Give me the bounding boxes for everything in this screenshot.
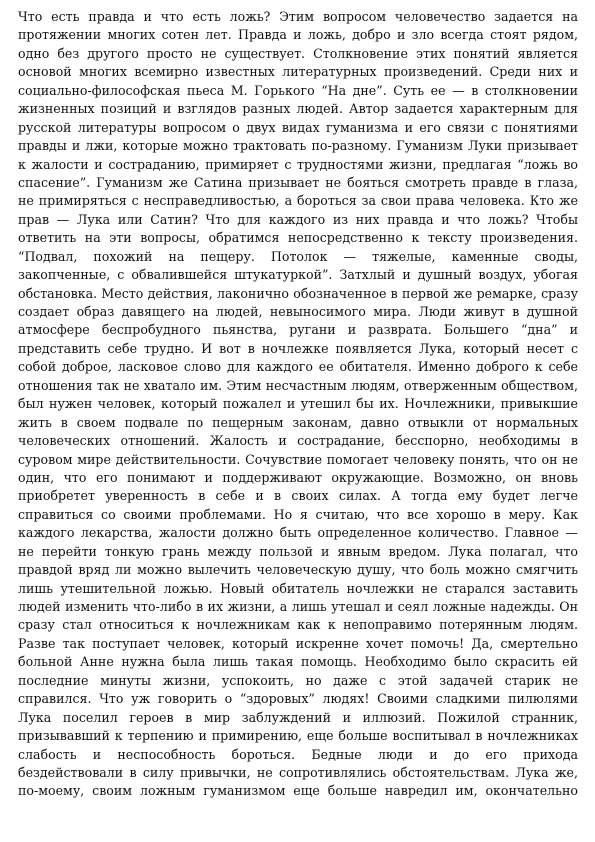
text-line: одно без другого просто не существует. Столкновение этих понятий является <box>18 45 578 61</box>
text-line: людей изменить что-либо в их жизни, а лишь утешал и сеял ложные надежды. Он <box>18 599 578 614</box>
text-line: основой многих всемирно известных литературных произведений. Среди них и <box>18 64 578 80</box>
text-line: справиться со своими проблемами. Но я считаю, что все хорошо в меру. Как <box>18 506 578 522</box>
text-line: ответить на эти вопросы, обратимся непосредственно к тексту произведения. <box>18 230 578 246</box>
text-line: лишь утешительной ложью. Новый обитатель ночлежки не старался заставить <box>18 580 578 596</box>
text-line: спасение”. Гуманизм же Сатина призывает не бояться смотреть правде в глаза, <box>18 174 578 190</box>
text-line: протяжении многих сотен лет. Правда и ложь, добро и зло всегда стоят рядом, <box>18 27 578 43</box>
text-line: создает образ давящего на людей, невыносимого мира. Люди живут в душной <box>18 304 578 319</box>
text-line: правдой вряд ли можно вылечить человеческую душу, что боль можно смягчить <box>18 562 578 578</box>
text-line: Что есть правда и что есть ложь? Этим вопросом человечество задается на <box>18 9 578 24</box>
text-line: обстановка. Место действия, лаконично обозначенное в первой же ремарке, сразу <box>18 285 578 301</box>
essay-text <box>18 8 578 801</box>
text-line: не перейти тонкую грань между пользой и явным вредом. Лука полагал, что <box>18 543 578 559</box>
text-line: призывавший к терпению и примирению, еще больше воспитывал в ночлежниках <box>18 728 578 744</box>
text-line: правды и лжи, которые можно трактовать по-разному. Гуманизм Луки призывает <box>18 138 578 154</box>
text-line: справился. Что уж говорить о “здоровых” людях! Своими сладкими пилюлями <box>18 691 578 707</box>
text-line: больной Анне нужна была лишь такая помощь. Необходимо было скрасить ей <box>18 654 578 670</box>
text-line: суровом мире действительности. Сочувствие помогает человеку понять, что он не <box>18 451 578 467</box>
text-line: атмосфере беспробудного пьянства, ругани и разврата. Большего “дна” и <box>18 322 578 338</box>
text-line: один, что его понимают и поддерживают окружающие. Возможно, он вновь <box>18 469 578 485</box>
text-line: был нужен человек, который пожалел и утешил бы их. Ночлежники, привыкшие <box>18 396 578 412</box>
text-line: человеческих отношений. Жалость и сострадание, бесспорно, необходимы в <box>18 433 578 449</box>
text-line: каждого лекарства, жалости должно быть определенное количество. Главное — <box>18 525 578 541</box>
text-line: русской литературы вопросом о двух видах гуманизма и его связи с понятиями <box>18 119 578 135</box>
text-line: приобретет уверенность в себе и в своих силах. А тогда ему будет легче <box>18 488 578 504</box>
text-line: не примиряться с несправедливостью, а бороться за свои права человека. Кто же <box>18 193 578 209</box>
text-line: жизненных позиций и взглядов разных людей. Автор задается характерным для <box>18 101 578 117</box>
text-line: последние минуты жизни, успокоить, но даже с этой задачей старик не <box>18 672 578 688</box>
text-line: сразу стал относиться к ночлежникам как к непоправимо потерянным людям. <box>18 617 578 633</box>
text-line: к жалости и состраданию, примиряет с трудностями жизни, предлагая “ложь во <box>18 156 578 172</box>
text-line: собой доброе, ласковое слово для каждого ее обитателя. Именно доброго к себе <box>18 359 578 375</box>
text-line: социально-философская пьеса М. Горького “На дне”. Суть ее — в столкновении <box>18 82 578 98</box>
text-line: бездействовали в силу привычки, не сопротивлялись обстоятельствам. Лука же, <box>18 764 578 780</box>
text-line: отношения так не хватало им. Этим несчастным людям, отверженным обществом, <box>18 377 578 393</box>
text-line: закопченные, с обвалившейся штукатуркой”. Затхлый и душный воздух, убогая <box>18 267 578 283</box>
text-line: слабость и неспособность бороться. Бедные люди и до его прихода <box>18 746 578 762</box>
text-line: прав — Лука или Сатин? Что для каждого из них правда и что ложь? Чтобы <box>18 211 578 227</box>
text-line: “Подвал, похожий на пещеру. Потолок — тяжелые, каменные своды, <box>18 248 578 264</box>
text-line: представить себе трудно. И вот в ночлежке появляется Лука, который несет с <box>18 340 578 356</box>
text-line: Разве так поступает человек, который искренне хочет помочь! Да, смертельно <box>18 635 578 651</box>
text-line: Лука поселил героев в мир заблуждений и иллюзий. Пожилой странник, <box>18 709 578 725</box>
text-line: по-моему, своим ложным гуманизмом еще больше навредил им, окончательно <box>18 783 578 799</box>
text-line: жить в своем подвале по пещерным законам, давно отвыкли от нормальных <box>18 414 578 430</box>
